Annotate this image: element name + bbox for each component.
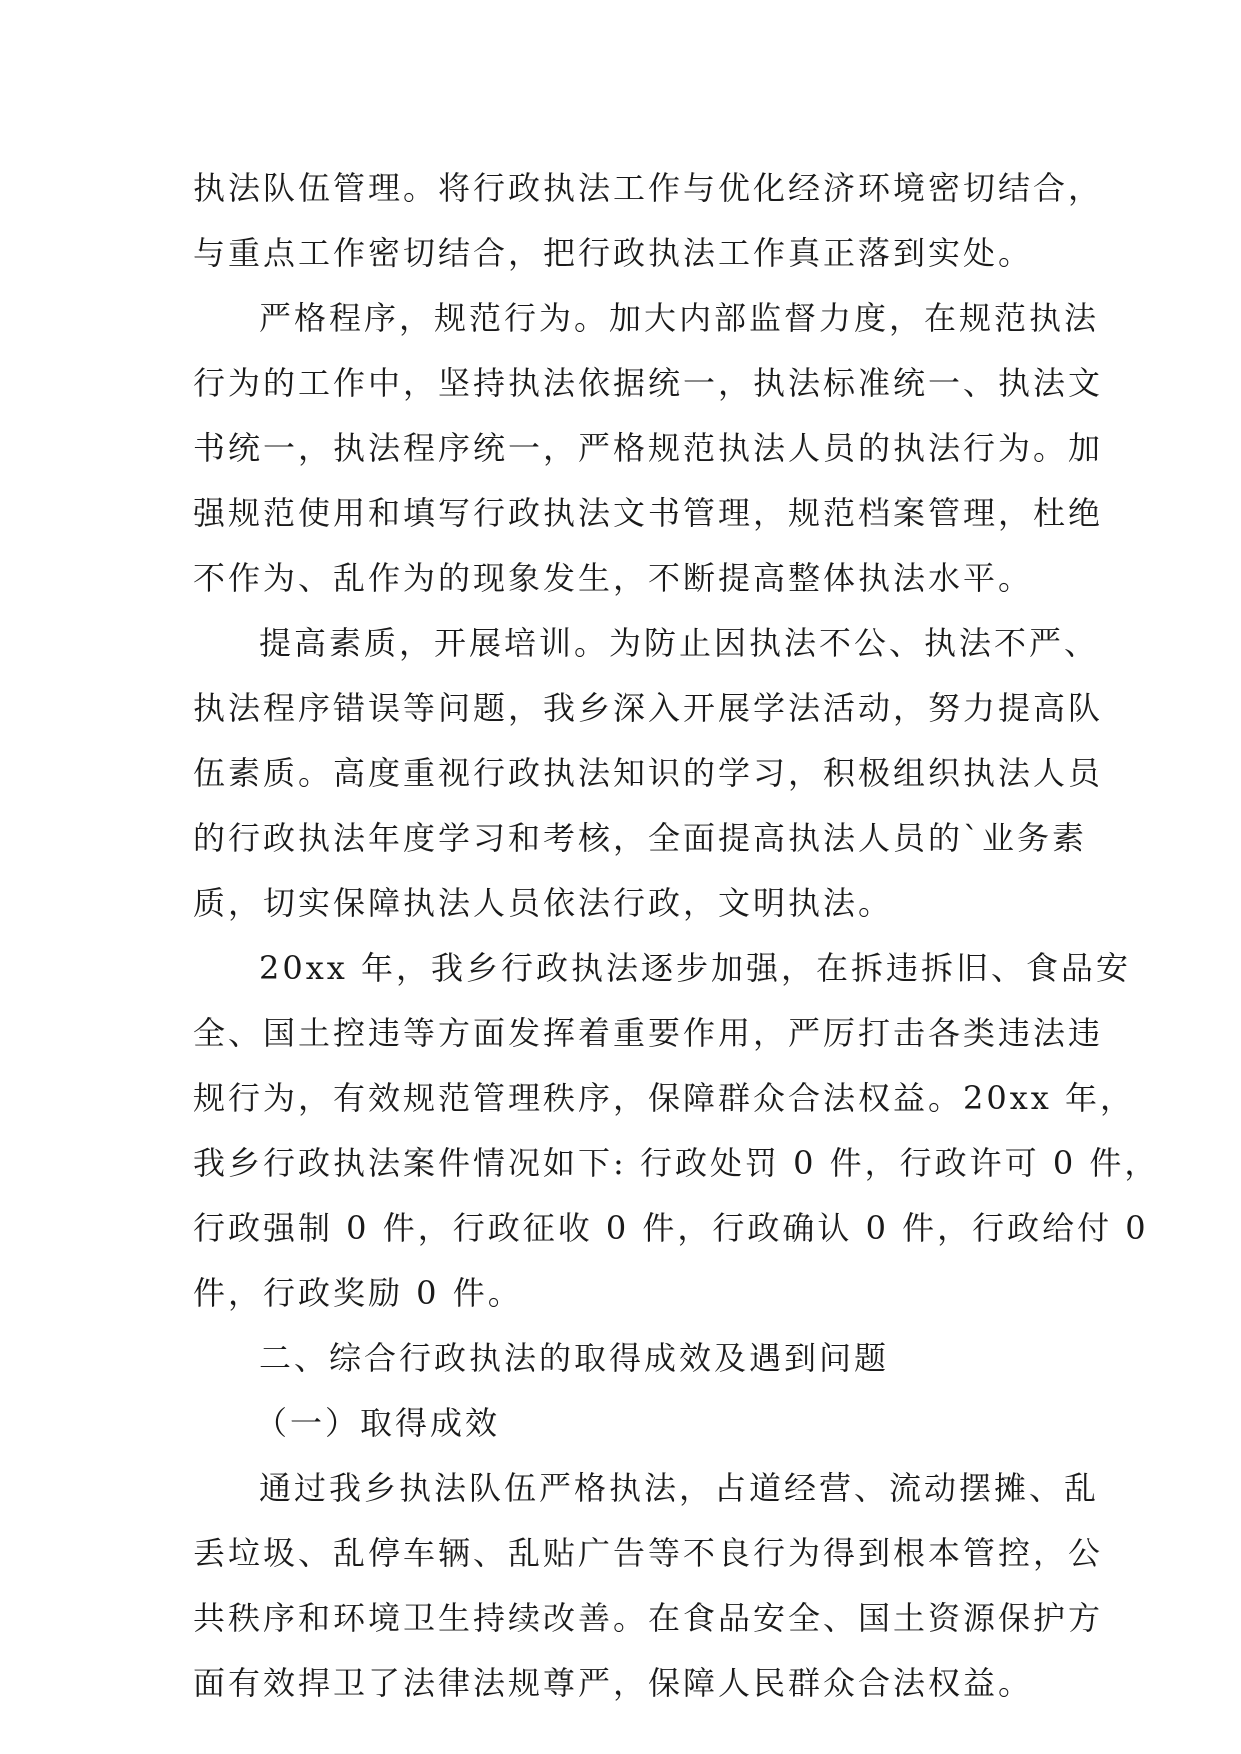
text-line: 全、国土控违等方面发挥着重要作用，严厉打击各类违法违 [193,1014,1104,1052]
document-body [193,156,1160,1716]
paragraph-start-line: 严格程序，规范行为。加大内部监督力度，在规范执法 [259,299,1100,337]
subsection-heading: （一）取得成效 [255,1404,501,1442]
text-line: 丢垃圾、乱停车辆、乱贴广告等不良行为得到根本管控，公 [193,1534,1104,1572]
text-line: 共秩序和环境卫生持续改善。在食品安全、国土资源保护方 [193,1599,1104,1637]
text-line: 强规范使用和填写行政执法文书管理，规范档案管理，杜绝 [193,494,1104,532]
text-line: 伍素质。高度重视行政执法知识的学习，积极组织执法人员 [193,754,1104,792]
text-line: 书统一，执法程序统一，严格规范执法人员的执法行为。加 [193,429,1104,467]
text-line: 不作为、乱作为的现象发生，不断提高整体执法水平。 [193,559,1034,597]
paragraph-start-line: 20xx 年，我乡行政执法逐步加强，在拆违拆旧、食品安 [259,949,1131,987]
text-line: 面有效捍卫了法律法规尊严，保障人民群众合法权益。 [193,1664,1034,1702]
text-line: 行政强制 0 件，行政征收 0 件，行政确认 0 件，行政给付 0 [193,1209,1149,1247]
text-line: 件，行政奖励 0 件。 [193,1274,523,1312]
text-line: 执法程序错误等问题，我乡深入开展学法活动，努力提高队 [193,689,1104,727]
text-line: 我乡行政执法案件情况如下: 行政处罚 0 件，行政许可 0 件， [193,1144,1160,1182]
text-line: 与重点工作密切结合，把行政执法工作真正落到实处。 [193,234,1034,272]
text-line: 规行为，有效规范管理秩序，保障群众合法权益。20xx 年， [193,1079,1135,1117]
section-heading: 二、综合行政执法的取得成效及遇到问题 [259,1339,890,1377]
text-line: 质，切实保障执法人员依法行政，文明执法。 [193,884,894,922]
text-line: 的行政执法年度学习和考核，全面提高执法人员的`业务素 [193,819,1088,857]
text-line: 行为的工作中，坚持执法依据统一，执法标准统一、执法文 [193,364,1104,402]
paragraph-start-line: 通过我乡执法队伍严格执法，占道经营、流动摆摊、乱 [259,1469,1100,1507]
text-line: 执法队伍管理。将行政执法工作与优化经济环境密切结合， [193,169,1104,207]
paragraph-start-line: 提高素质，开展培训。为防止因执法不公、执法不严、 [259,624,1100,662]
